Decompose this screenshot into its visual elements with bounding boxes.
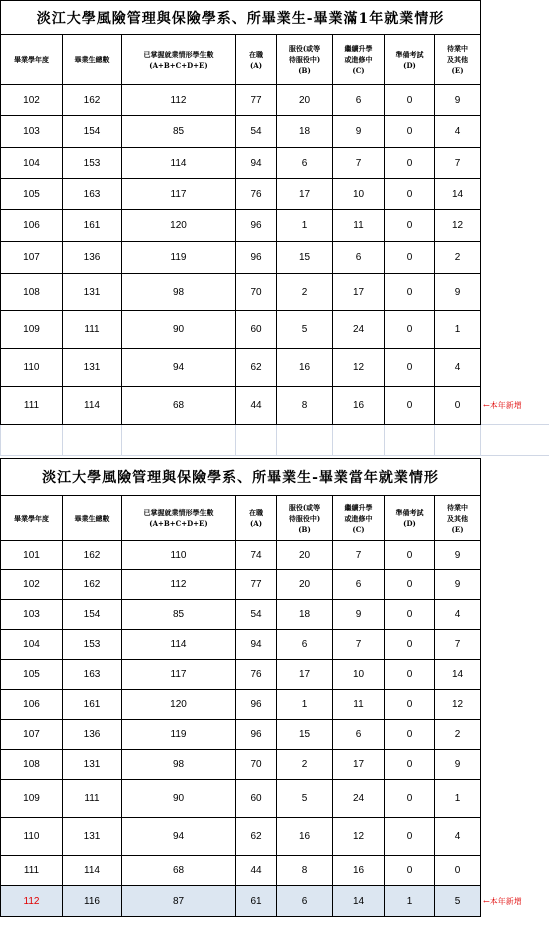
table-cell: 61	[236, 886, 277, 917]
table-cell: 131	[63, 349, 122, 387]
table-cell: 96	[236, 720, 277, 750]
table-cell: 111	[1, 856, 63, 886]
table-row	[1, 210, 549, 242]
table-cell: 0	[385, 242, 435, 274]
table-cell: 9	[435, 750, 481, 780]
column-header: 已掌握就業情形學生數 (A+B+C+D+E)	[122, 35, 236, 85]
table-cell: 114	[63, 387, 122, 425]
table-cell: 8	[277, 387, 333, 425]
table-row	[1, 570, 549, 600]
table-cell: 162	[63, 541, 122, 570]
empty-cell	[236, 425, 277, 456]
table-cell: 1	[435, 311, 481, 349]
table-cell: 163	[63, 660, 122, 690]
table-cell: 62	[236, 818, 277, 856]
table-cell: 0	[385, 85, 435, 116]
table-cell: 4	[435, 818, 481, 856]
table-cell: 2	[435, 720, 481, 750]
table-cell: 0	[385, 630, 435, 660]
side-cell	[481, 750, 549, 780]
table-cell: 16	[333, 856, 385, 886]
table-row	[1, 148, 549, 179]
table-cell: 0	[385, 570, 435, 600]
table-row	[1, 85, 549, 116]
table-cell: 6	[333, 85, 385, 116]
table-cell: 136	[63, 720, 122, 750]
table-cell: 76	[236, 179, 277, 210]
table-cell: 163	[63, 179, 122, 210]
table-row	[1, 179, 549, 210]
table-cell: 104	[1, 148, 63, 179]
column-header: 繼續升學 或進修中 (C)	[333, 35, 385, 85]
table-cell: 98	[122, 274, 236, 311]
table-cell: 114	[63, 856, 122, 886]
table-cell: 10	[333, 179, 385, 210]
column-header: 已掌握就業情形學生數 (A+B+C+D+E)	[122, 496, 236, 541]
table-cell: 44	[236, 856, 277, 886]
table-cell: 20	[277, 541, 333, 570]
table-title: 淡江大學風險管理與保險學系、所畢業生-畢業當年就業情形	[1, 459, 481, 496]
table-cell: 5	[277, 780, 333, 818]
table-cell: 6	[277, 148, 333, 179]
table-cell: 102	[1, 570, 63, 600]
table-cell: 24	[333, 311, 385, 349]
one-year-employment-table	[0, 0, 549, 456]
table-cell: 77	[236, 570, 277, 600]
table-cell: 154	[63, 116, 122, 148]
table-cell: 112	[122, 570, 236, 600]
table-cell: 111	[63, 780, 122, 818]
table-row	[1, 660, 549, 690]
new-year-note: ←本年新增	[481, 886, 549, 917]
table-cell: 9	[435, 570, 481, 600]
table-cell: 107	[1, 242, 63, 274]
table-cell: 77	[236, 85, 277, 116]
table-cell: 101	[1, 541, 63, 570]
table-row	[1, 242, 549, 274]
table-cell: 6	[277, 886, 333, 917]
table-row	[1, 886, 549, 917]
column-header: 繼續升學 或進修中 (C)	[333, 496, 385, 541]
empty-cell	[277, 425, 333, 456]
side-cell	[481, 660, 549, 690]
table-cell: 119	[122, 720, 236, 750]
table-cell: 96	[236, 690, 277, 720]
table-cell: 131	[63, 818, 122, 856]
column-header: 畢業學年度	[1, 35, 63, 85]
table-cell: 68	[122, 856, 236, 886]
table-cell: 2	[277, 274, 333, 311]
table-cell: 70	[236, 750, 277, 780]
table-cell: 12	[333, 818, 385, 856]
table-cell: 16	[333, 387, 385, 425]
table-cell: 60	[236, 780, 277, 818]
side-cell	[481, 720, 549, 750]
table-cell: 94	[122, 349, 236, 387]
side-cell	[481, 600, 549, 630]
table-cell: 9	[435, 541, 481, 570]
table-row	[1, 690, 549, 720]
table-cell: 18	[277, 600, 333, 630]
table-cell: 90	[122, 311, 236, 349]
table-cell: 112	[122, 85, 236, 116]
table-cell: 44	[236, 387, 277, 425]
table-cell: 1	[435, 780, 481, 818]
table-cell: 6	[277, 630, 333, 660]
table-cell: 0	[435, 387, 481, 425]
table-cell: 111	[63, 311, 122, 349]
column-header: 畢業生總數	[63, 496, 122, 541]
table-cell: 9	[435, 274, 481, 311]
table-cell: 114	[122, 148, 236, 179]
table-cell: 162	[63, 570, 122, 600]
table-cell: 114	[122, 630, 236, 660]
side-cell	[481, 349, 549, 387]
empty-cell	[435, 425, 481, 456]
table-row	[1, 274, 549, 311]
table-cell: 11	[333, 690, 385, 720]
table-cell: 120	[122, 690, 236, 720]
table-cell: 0	[385, 690, 435, 720]
side-cell	[481, 311, 549, 349]
new-year-note: ←本年新增	[481, 387, 549, 425]
table-cell: 90	[122, 780, 236, 818]
table-cell: 14	[435, 660, 481, 690]
table-cell: 117	[122, 179, 236, 210]
empty-cell	[1, 425, 63, 456]
table-cell: 76	[236, 660, 277, 690]
table-row	[1, 720, 549, 750]
table-cell: 74	[236, 541, 277, 570]
table-cell: 24	[333, 780, 385, 818]
table-cell: 94	[236, 148, 277, 179]
table-row	[1, 630, 549, 660]
table-cell: 7	[333, 541, 385, 570]
table-cell: 0	[385, 179, 435, 210]
side-cell	[481, 459, 549, 496]
side-cell	[481, 1, 549, 35]
column-header: 待業中 及其他 (E)	[435, 496, 481, 541]
side-cell	[481, 148, 549, 179]
table-cell: 161	[63, 690, 122, 720]
table-cell: 17	[277, 660, 333, 690]
side-cell	[481, 690, 549, 720]
table-cell: 6	[333, 720, 385, 750]
table-cell: 110	[1, 818, 63, 856]
table-cell: 96	[236, 242, 277, 274]
table-title: 淡江大學風險管理與保險學系、所畢業生-畢業滿1年就業情形	[1, 1, 481, 35]
empty-cell	[385, 425, 435, 456]
table-cell: 2	[277, 750, 333, 780]
table-cell: 62	[236, 349, 277, 387]
table-cell: 120	[122, 210, 236, 242]
side-cell	[481, 570, 549, 600]
table-cell: 4	[435, 349, 481, 387]
side-cell	[481, 85, 549, 116]
table-cell: 54	[236, 116, 277, 148]
table-cell: 104	[1, 630, 63, 660]
table-cell: 154	[63, 600, 122, 630]
table-cell: 0	[385, 148, 435, 179]
table-cell: 0	[435, 856, 481, 886]
table-cell: 162	[63, 85, 122, 116]
table-cell: 4	[435, 600, 481, 630]
table-cell: 108	[1, 274, 63, 311]
table-cell: 0	[385, 856, 435, 886]
side-cell	[481, 818, 549, 856]
table-cell: 8	[277, 856, 333, 886]
table-cell: 14	[333, 886, 385, 917]
table-cell: 18	[277, 116, 333, 148]
table-cell: 16	[277, 349, 333, 387]
table-cell: 136	[63, 242, 122, 274]
table-cell: 11	[333, 210, 385, 242]
table-cell: 1	[277, 210, 333, 242]
table-cell: 9	[333, 116, 385, 148]
column-header: 準備考試 (D)	[385, 496, 435, 541]
table-cell: 12	[333, 349, 385, 387]
empty-cell	[122, 425, 236, 456]
table-cell: 85	[122, 600, 236, 630]
table-cell: 2	[435, 242, 481, 274]
table-cell: 94	[236, 630, 277, 660]
table-cell: 0	[385, 600, 435, 630]
table-cell: 6	[333, 242, 385, 274]
table-cell: 119	[122, 242, 236, 274]
table-cell: 103	[1, 600, 63, 630]
table-cell: 60	[236, 311, 277, 349]
table-cell: 7	[435, 148, 481, 179]
table-cell: 10	[333, 660, 385, 690]
table-cell: 16	[277, 818, 333, 856]
side-cell	[481, 780, 549, 818]
table-cell: 0	[385, 210, 435, 242]
column-header: 畢業生總數	[63, 35, 122, 85]
table-cell: 1	[385, 886, 435, 917]
side-cell	[481, 496, 549, 541]
table-cell: 105	[1, 660, 63, 690]
side-cell	[481, 242, 549, 274]
table-cell: 0	[385, 818, 435, 856]
graduation-year-employment-table	[0, 458, 549, 917]
table-row	[1, 541, 549, 570]
table-row	[1, 818, 549, 856]
side-cell	[481, 274, 549, 311]
table-cell: 87	[122, 886, 236, 917]
table-cell: 0	[385, 541, 435, 570]
table-cell: 68	[122, 387, 236, 425]
empty-cell	[63, 425, 122, 456]
table-cell: 153	[63, 630, 122, 660]
table-cell: 0	[385, 750, 435, 780]
table-cell: 7	[333, 630, 385, 660]
table-cell: 1	[277, 690, 333, 720]
column-header: 待業中 及其他 (E)	[435, 35, 481, 85]
table-cell: 15	[277, 242, 333, 274]
side-cell	[481, 116, 549, 148]
table-cell: 94	[122, 818, 236, 856]
table-cell: 96	[236, 210, 277, 242]
table-cell: 12	[435, 690, 481, 720]
column-header: 服役(或等 待服役中) (B)	[277, 496, 333, 541]
table-cell: 131	[63, 274, 122, 311]
table-cell: 105	[1, 179, 63, 210]
table-cell: 0	[385, 780, 435, 818]
table-cell: 0	[385, 387, 435, 425]
column-header: 在職 (A)	[236, 35, 277, 85]
table-cell: 15	[277, 720, 333, 750]
table-cell: 110	[122, 541, 236, 570]
table-cell: 7	[435, 630, 481, 660]
side-cell	[481, 541, 549, 570]
table-cell: 0	[385, 349, 435, 387]
empty-cell	[481, 425, 549, 456]
table-cell: 0	[385, 311, 435, 349]
table-cell: 9	[333, 600, 385, 630]
table-cell: 70	[236, 274, 277, 311]
side-cell	[481, 856, 549, 886]
empty-cell	[333, 425, 385, 456]
table-cell: 9	[435, 85, 481, 116]
table-row	[1, 600, 549, 630]
table-cell: 17	[277, 179, 333, 210]
table-cell: 12	[435, 210, 481, 242]
table-cell: 107	[1, 720, 63, 750]
table-cell: 0	[385, 660, 435, 690]
column-header: 畢業學年度	[1, 496, 63, 541]
table-row	[1, 780, 549, 818]
table-cell: 20	[277, 85, 333, 116]
table-cell: 109	[1, 311, 63, 349]
table-row	[1, 349, 549, 387]
table-cell: 17	[333, 274, 385, 311]
table-cell: 5	[435, 886, 481, 917]
table-cell: 54	[236, 600, 277, 630]
table-cell: 85	[122, 116, 236, 148]
table-cell: 110	[1, 349, 63, 387]
side-cell	[481, 210, 549, 242]
table-cell: 109	[1, 780, 63, 818]
table-cell: 20	[277, 570, 333, 600]
table-cell: 0	[385, 116, 435, 148]
column-header: 服役(或等 待服役中) (B)	[277, 35, 333, 85]
table-cell: 106	[1, 690, 63, 720]
column-header: 在職 (A)	[236, 496, 277, 541]
side-cell	[481, 179, 549, 210]
table-cell: 103	[1, 116, 63, 148]
table-cell: 112	[1, 886, 63, 917]
table-cell: 102	[1, 85, 63, 116]
table-cell: 117	[122, 660, 236, 690]
table-cell: 0	[385, 720, 435, 750]
table-row	[1, 387, 549, 425]
table-cell: 6	[333, 570, 385, 600]
table-cell: 161	[63, 210, 122, 242]
table-cell: 108	[1, 750, 63, 780]
table-cell: 98	[122, 750, 236, 780]
table-cell: 14	[435, 179, 481, 210]
table-cell: 0	[385, 274, 435, 311]
table-cell: 153	[63, 148, 122, 179]
table-cell: 111	[1, 387, 63, 425]
table-row	[1, 311, 549, 349]
table-row	[1, 116, 549, 148]
table-cell: 4	[435, 116, 481, 148]
table-cell: 5	[277, 311, 333, 349]
table-cell: 7	[333, 148, 385, 179]
side-cell	[481, 630, 549, 660]
column-header: 準備考試 (D)	[385, 35, 435, 85]
table-row	[1, 750, 549, 780]
side-cell	[481, 35, 549, 85]
table-cell: 106	[1, 210, 63, 242]
table-cell: 116	[63, 886, 122, 917]
table-cell: 131	[63, 750, 122, 780]
table-cell: 17	[333, 750, 385, 780]
table-row	[1, 856, 549, 886]
